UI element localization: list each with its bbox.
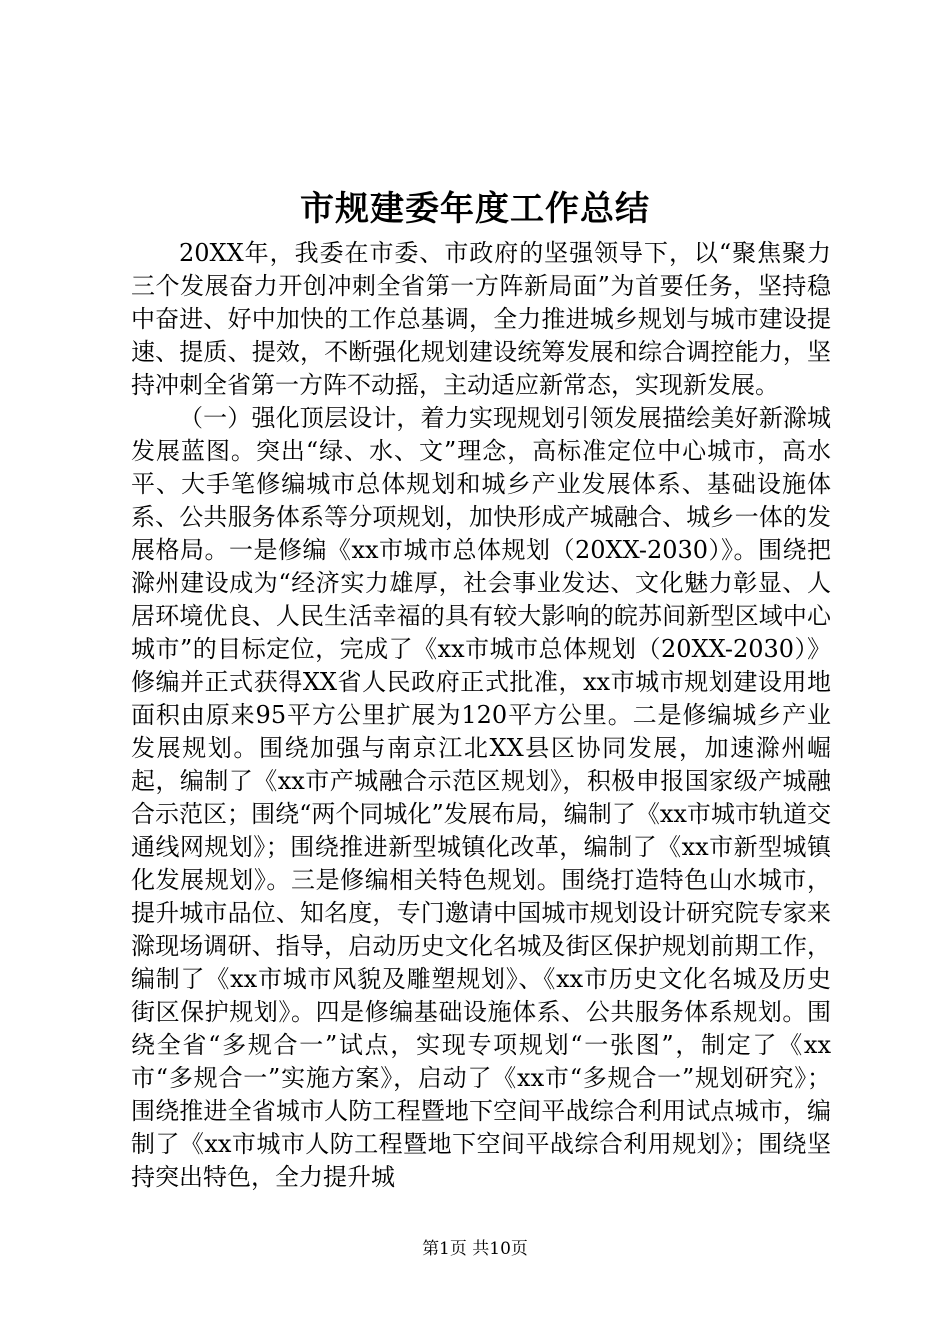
intro-paragraph: 20XX年，我委在市委、市政府的坚强领导下，以“聚焦聚力三个发展奋力开创冲刺全省第一方阵新局面”为首要任务，坚持稳中奋进、好中加快的工作总基调，全力推进城乡规划与城市建设提速、提质、提效，不断强化规划建设统筹发展和综合调控能力，坚持冲刺全省第一方阵不动摇，主动适应新常态，实现新发展。	[131, 239, 831, 399]
document-title: 市规建委年度工作总结	[300, 189, 650, 229]
section-one-paragraph: （一）强化顶层设计，着力实现规划引领发展描绘美好新滁城发展蓝图。突出“绿、水、文”理念，高标准定位中心城市，高水平、大手笔修编城市总体规划和城乡产业发展体系、基础设施体系、公共服务体系等分项规划，加快形成产城融合、城乡一体的发展格局。一是修编《xx市城市总体规划（20XX-2030）》。围绕把滁州建设成为“经济实力雄厚，社会事业发达、文化魅力彰显、人居环境优良、人民生活幸福的具有较大影响的皖苏间新型区域中心城市”的目标定位，完成了《xx市城市总体规划（20XX-2030）》修编并正式获得XX省人民政府正式批准，xx市城市规划建设用地面积由原来95平方公里扩展为120平方公里。二是修编城乡产业发展规划。围绕加强与南京江北XX县区协同发展，加速滁州崛起，编制了《xx市产城融合示范区规划》，积极申报国家级产城融合示范区；围绕“两个同城化”发展布局，编制了《xx市城市轨道交通线网规划》；围绕推进新型城镇化改革，编制了《xx市新型城镇化发展规划》。三是修编相关特色规划。围绕打造特色山水城市，提升城市品位、知名度，专门邀请中国城市规划设计研究院专家来滁现场调研、指导，启动历史文化名城及街区保护规划前期工作，编制了《xx市城市风貌及雕塑规划》、《xx市历史文化名城及历史街区保护规划》。四是修编基础设施体系、公共服务体系规划。围绕全省“多规合一”试点，实现专项规划“一张图”，制定了《xx市“多规合一”实施方案》，启动了《xx市“多规合一”规划研究》；围绕推进全省城市人防工程暨地下空间平战综合利用试点城市，编制了《xx市城市人防工程暨地下空间平战综合利用规划》；围绕坚持突出特色，全力提升城	[131, 404, 831, 1191]
document-body	[131, 237, 831, 1194]
page-number-footer: 第1页 共10页	[422, 1239, 528, 1259]
